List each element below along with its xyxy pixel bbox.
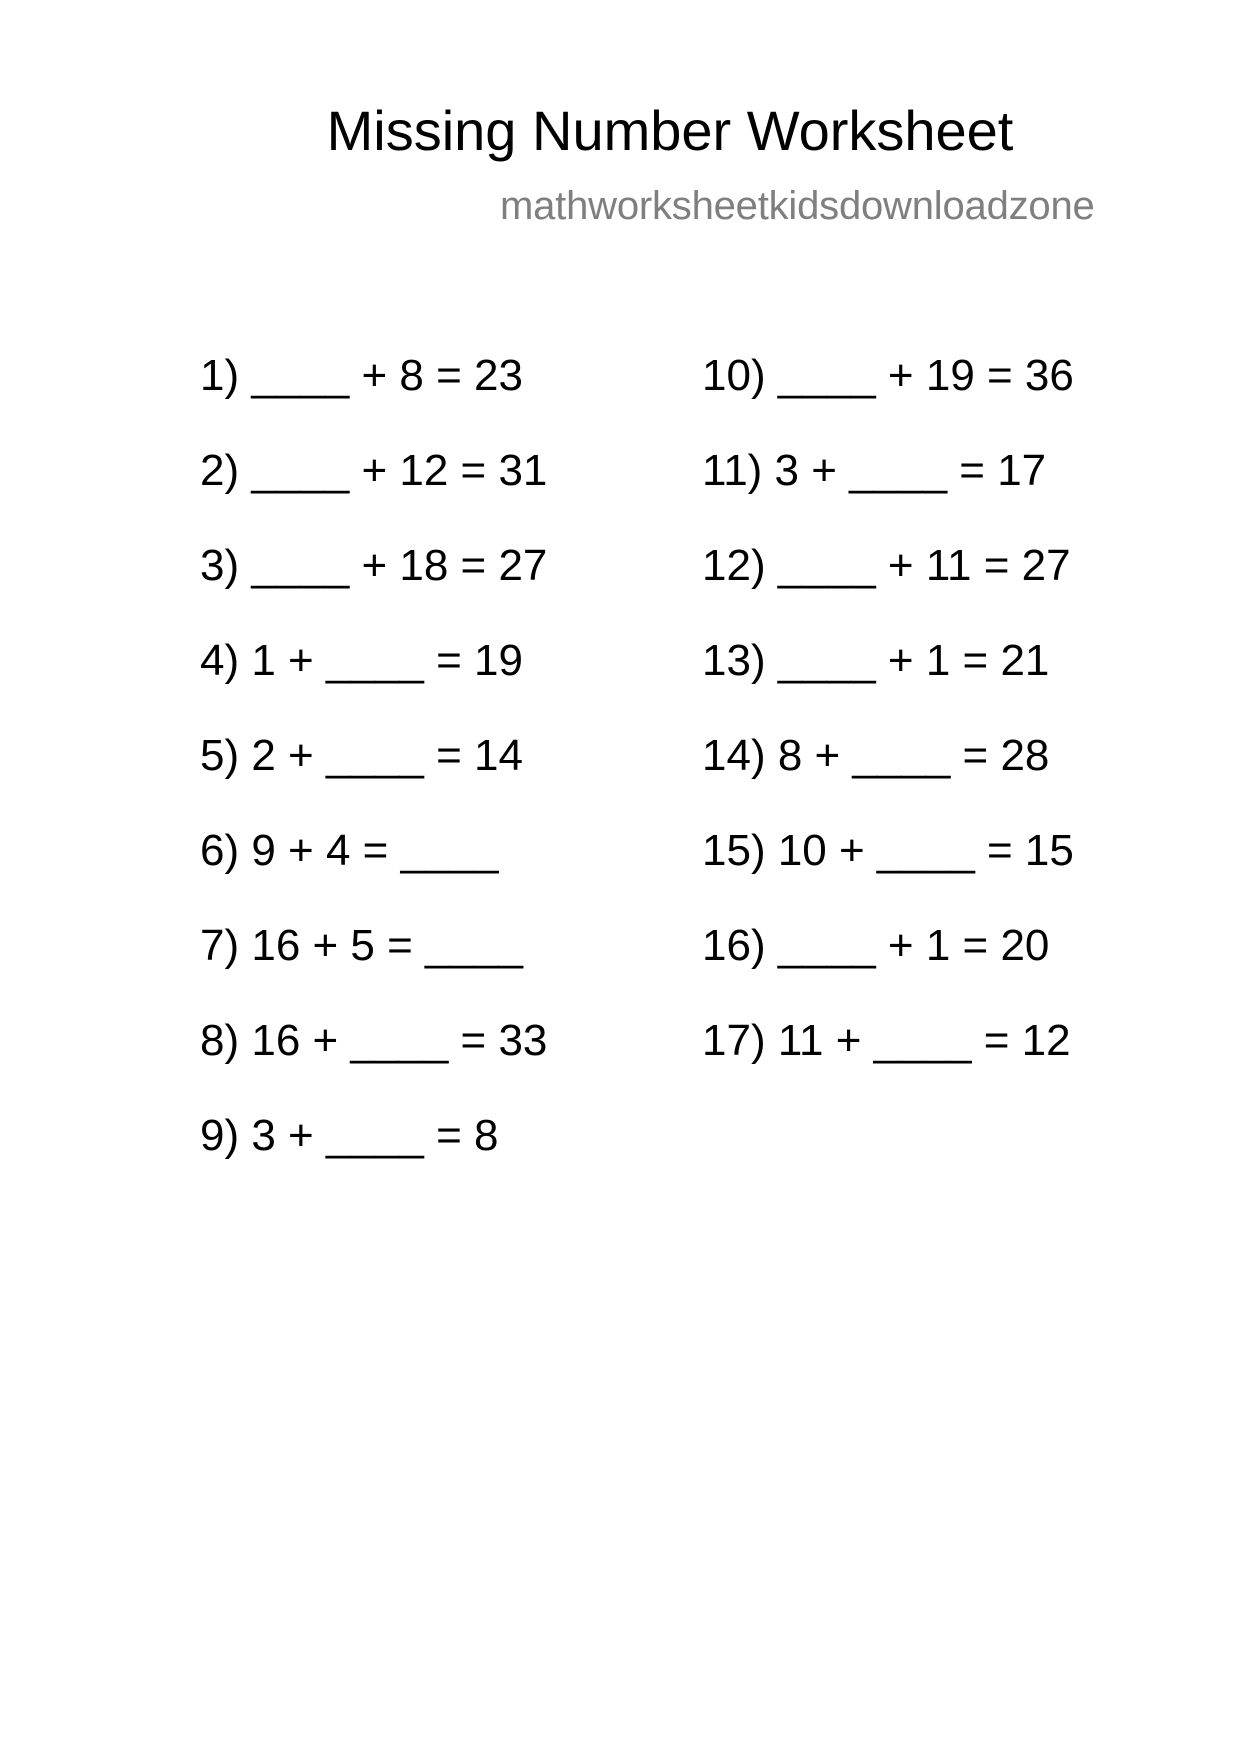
problem-text: 17) 11 + ____ = 12 [702, 1016, 1071, 1065]
problem-6 [200, 823, 547, 918]
problem-1 [200, 348, 547, 443]
problem-text: 10) ____ + 19 = 36 [702, 351, 1074, 400]
problem-column-right [702, 348, 1074, 1108]
worksheet-source-label: mathworksheetkidsdownloadzone [500, 184, 1095, 228]
problem-text: 11) 3 + ____ = 17 [702, 446, 1047, 495]
problem-17 [702, 1013, 1074, 1108]
problem-text: 16) ____ + 1 = 20 [702, 921, 1050, 970]
problem-text: 5) 2 + ____ = 14 [200, 731, 523, 780]
problem-text: 2) ____ + 12 = 31 [200, 446, 548, 495]
problem-3 [200, 538, 547, 633]
problem-text: 4) 1 + ____ = 19 [200, 636, 523, 685]
problem-11 [702, 443, 1074, 538]
problem-text: 1) ____ + 8 = 23 [200, 351, 523, 400]
problem-8 [200, 1013, 547, 1108]
problem-2 [200, 443, 547, 538]
problem-text: 6) 9 + 4 = ____ [200, 826, 499, 875]
problem-text: 13) ____ + 1 = 21 [702, 636, 1050, 685]
problem-column-left [200, 348, 547, 1203]
problem-9 [200, 1108, 547, 1203]
problem-4 [200, 633, 547, 728]
problem-12 [702, 538, 1074, 633]
problem-text: 14) 8 + ____ = 28 [702, 731, 1050, 780]
problem-text: 12) ____ + 11 = 27 [702, 541, 1071, 590]
problem-text: 9) 3 + ____ = 8 [200, 1111, 499, 1160]
problem-text: 3) ____ + 18 = 27 [200, 541, 548, 590]
problem-5 [200, 728, 547, 823]
problem-text: 7) 16 + 5 = ____ [200, 921, 523, 970]
worksheet-title: Missing Number Worksheet [326, 99, 1014, 162]
problem-10 [702, 348, 1074, 443]
problem-text: 8) 16 + ____ = 33 [200, 1016, 548, 1065]
problem-15 [702, 823, 1074, 918]
problem-14 [702, 728, 1074, 823]
problem-16 [702, 918, 1074, 1013]
problem-text: 15) 10 + ____ = 15 [702, 826, 1074, 875]
problem-7 [200, 918, 547, 1013]
problem-13 [702, 633, 1074, 728]
